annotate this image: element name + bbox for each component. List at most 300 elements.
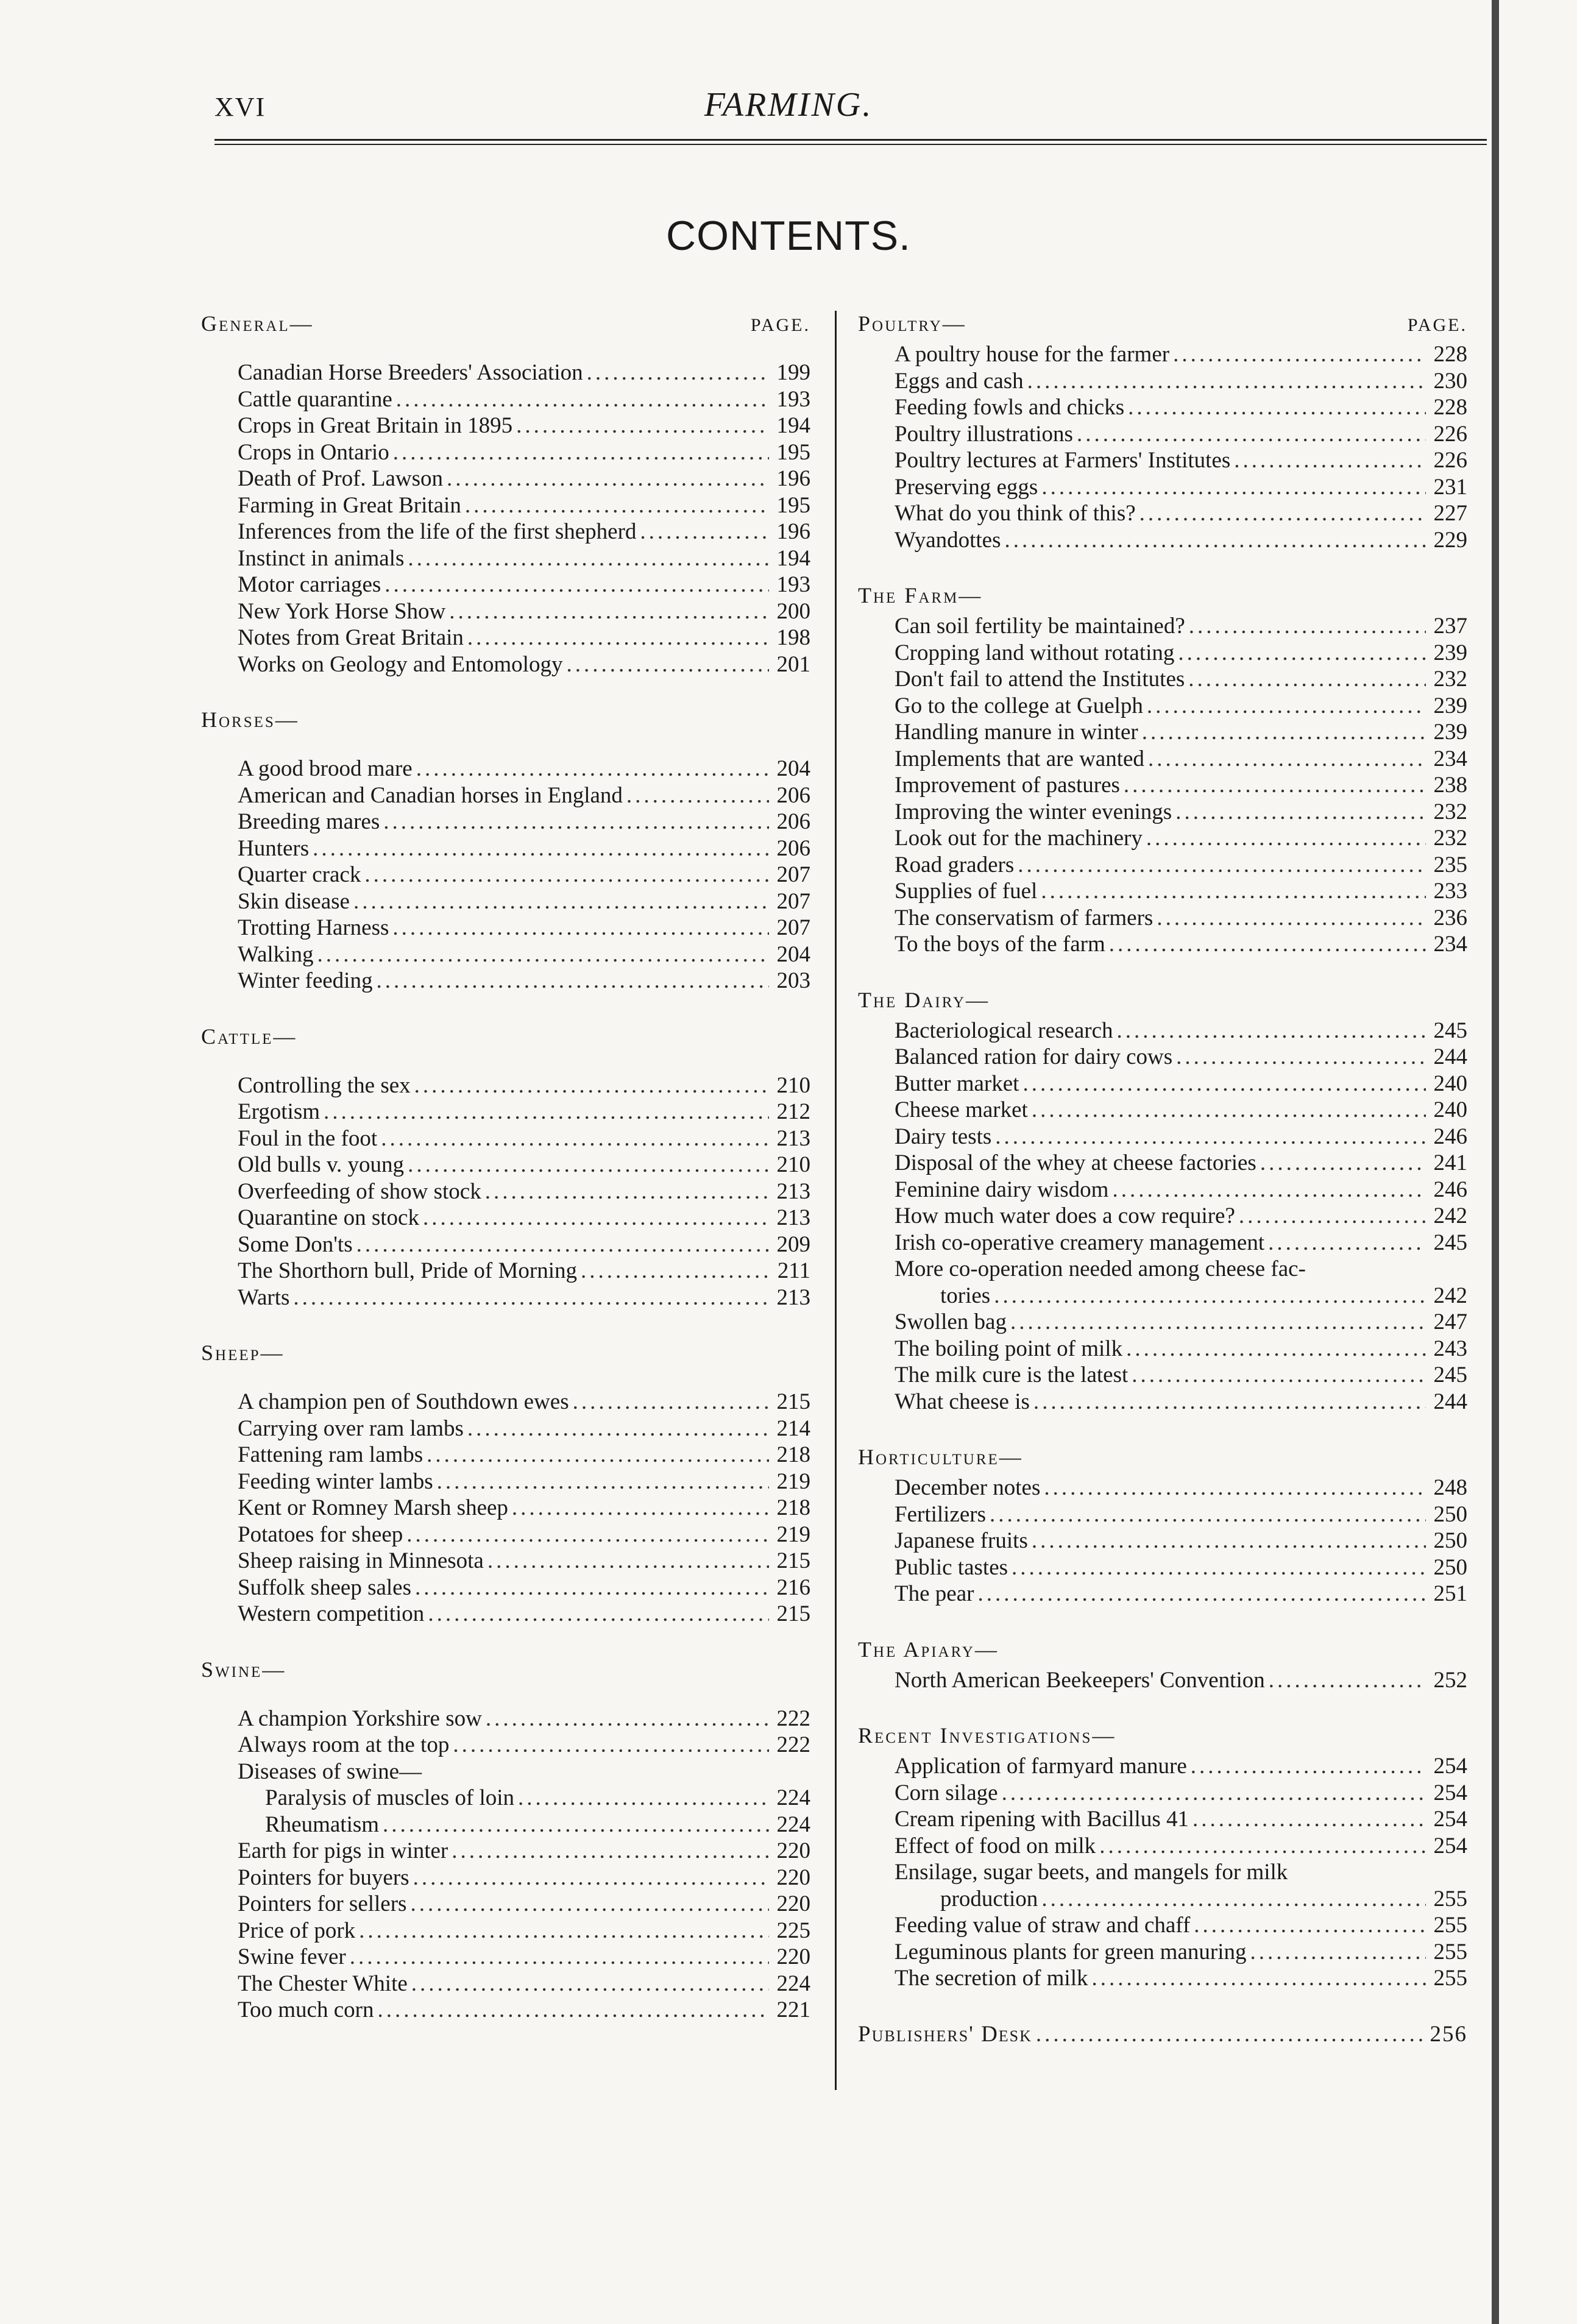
entry-title: Notes from Great Britain [238,625,464,650]
entry-page-number: 236 [1433,905,1467,930]
entry-page-number: 224 [776,1785,810,1810]
entry-page-number: 200 [776,598,810,624]
left-column [201,311,810,2053]
toc-entry [858,693,1467,720]
leader-dots [1018,852,1426,879]
toc-entry [201,1468,810,1495]
entry-page-number: 252 [1433,1667,1467,1693]
leader-dots [1012,1554,1426,1581]
leader-dots [1139,500,1426,527]
toc-entry [201,1732,810,1759]
entry-page-number: 216 [776,1575,810,1600]
toc-entry [201,1415,810,1442]
entry-page-number: 248 [1433,1475,1467,1500]
toc-entry [858,421,1467,448]
contents-heading: CONTENTS. [666,213,911,259]
entry-page-number: 250 [1433,1501,1467,1527]
leader-dots [1044,1475,1426,1501]
entry-page-number: 246 [1433,1177,1467,1202]
entry-page-number: 224 [776,1812,810,1837]
section-heading [858,1637,1467,1665]
toc-entry [858,852,1467,879]
entry-page-number: 219 [776,1522,810,1547]
leader-dots [1239,1203,1426,1230]
entry-page-number: 194 [776,545,810,571]
entry-title: Corn silage [895,1780,998,1805]
leader-dots [427,1442,769,1468]
leader-dots [406,1522,769,1548]
leader-dots [566,651,769,678]
entry-page-number: 215 [776,1548,810,1573]
entry-list [858,1753,1467,1992]
entry-page-number: 221 [776,1997,810,2022]
section-heading [858,987,1467,1015]
toc-entry [858,640,1467,667]
leader-dots [1188,666,1426,693]
section-horticulture [858,1444,1467,1607]
toc-entry [201,862,810,888]
toc-entry [858,1965,1467,1992]
entry-title: Canadian Horse Breeders' Association [238,360,583,385]
toc-entry [858,527,1467,554]
leader-dots [356,1231,769,1258]
entry-page-number: 240 [1433,1071,1467,1096]
right-column [858,311,1467,2077]
leader-dots [518,1785,769,1812]
toc-entry [201,835,810,862]
toc-entry [201,1442,810,1468]
leader-dots [1124,772,1426,799]
entry-page-number: 227 [1433,501,1467,526]
toc-entry [201,1944,810,1971]
entry-page-number: 237 [1433,614,1467,639]
entry-title: Public tastes [895,1554,1008,1580]
toc-entry [858,666,1467,693]
leader-dots [416,756,769,782]
entry-title: Effect of food on milk [895,1833,1096,1858]
entry-title: The Chester White [238,1971,408,1996]
toc-entry [858,931,1467,958]
entry-title: Winter feeding [238,968,373,993]
entry-title: Suffolk sheep sales [238,1575,411,1600]
leader-dots [1077,421,1426,448]
entry-title: Foul in the foot [238,1125,378,1151]
entry-page-number: 255 [1433,1886,1467,1911]
leader-dots [415,1575,769,1601]
leader-dots [1126,1336,1426,1362]
toc-entry [201,625,810,651]
toc-entry [858,1256,1467,1283]
toc-entry [201,1838,810,1865]
entry-page-number: 215 [776,1601,810,1626]
entry-title: Paralysis of muscles of loin [265,1785,515,1810]
entry-title: Dairy tests [895,1124,992,1149]
toc-entry [858,1018,1467,1044]
leader-dots [1128,394,1426,421]
leader-dots [1091,1965,1426,1992]
entry-title: Disposal of the whey at cheese factories [895,1150,1256,1175]
entry-page-number: 250 [1433,1528,1467,1553]
header-rule-thin [214,144,1487,145]
section-heading-text: Cattle— [201,1024,297,1049]
toc-entry [858,1230,1467,1256]
toc-entry [201,492,810,519]
entry-list [858,341,1467,553]
entry-title: Road graders [895,852,1015,877]
entry-title: tories [940,1283,991,1308]
toc-entry [201,1759,810,1785]
entry-page-number: 198 [776,625,810,650]
toc-entry [201,1601,810,1628]
toc-entry [201,1522,810,1548]
toc-entry [201,1125,810,1152]
entry-title: Crops in Great Britain in 1895 [238,413,513,438]
entry-page-number: 239 [1433,640,1467,665]
section-horses [201,707,810,994]
toc-entry [201,519,810,545]
toc-entry [858,1859,1467,1886]
entry-page-number: 255 [1433,1913,1467,1938]
toc-entry [858,1177,1467,1203]
toc-entry [858,905,1467,932]
toc-entry [201,1099,810,1125]
leader-dots [485,1178,769,1205]
section-heading-text: The Farm— [858,583,983,608]
leader-dots [359,1918,769,1944]
entry-page-number: 204 [776,756,810,781]
entry-title: Warts [238,1284,290,1310]
toc-entry [858,1071,1467,1097]
leader-dots [414,1072,769,1099]
toc-entry [858,1309,1467,1336]
entry-page-number: 215 [776,1389,810,1414]
toc-entry [201,782,810,809]
entry-title: production [940,1886,1038,1911]
entry-page-number: 218 [776,1442,810,1467]
leader-dots [1002,1780,1426,1807]
toc-entry [201,1495,810,1522]
toc-entry [858,2021,1467,2048]
section-the-apiary [858,1637,1467,1694]
entry-page-number: 244 [1433,1389,1467,1414]
leader-dots [383,1812,769,1838]
entry-title: New York Horse Show [238,598,446,624]
leader-dots [411,1971,769,1997]
page-column-label: PAGE. [1407,315,1467,335]
entry-title: Too much corn [238,1997,374,2022]
section-heading [201,1340,810,1368]
toc-entry [858,341,1467,368]
leader-dots [1027,368,1426,395]
toc-entry [858,1150,1467,1177]
toc-entry [858,1475,1467,1501]
toc-entry [858,1806,1467,1833]
toc-entry [201,386,810,413]
entry-title: Improving the winter evenings [895,799,1172,824]
section-heading-text: Horticulture— [858,1445,1023,1469]
entry-page-number: 212 [776,1099,810,1124]
entry-title: Poultry illustrations [895,421,1073,447]
leader-dots [317,941,769,968]
toc-entry [201,545,810,572]
entry-title: Overfeeding of show stock [238,1178,481,1204]
entry-title: The secretion of milk [895,1966,1088,1991]
leader-dots [977,1581,1426,1607]
entry-title: Eggs and cash [895,368,1024,394]
section-heading-text: Horses— [201,707,299,732]
toc-entry [201,1152,810,1178]
leader-dots [449,598,769,625]
entry-page-number: 254 [1433,1807,1467,1832]
entry-page-number: 207 [776,888,810,914]
section-heading [201,1657,810,1685]
entry-title: Feminine dairy wisdom [895,1177,1109,1202]
leader-dots [1022,1071,1426,1097]
leader-dots [640,519,769,545]
leader-dots [467,625,769,651]
leader-dots [1109,931,1426,958]
section-heading [201,1024,810,1052]
toc-entry [201,439,810,466]
entry-title: Go to the college at Guelph [895,693,1143,718]
entry-list [858,1018,1467,1415]
running-title: FARMING. [704,86,873,124]
entry-title: Ergotism [238,1099,320,1124]
leader-dots [1112,1177,1426,1203]
section-publishers-desk [858,2021,1467,2048]
toc-entry [201,1865,810,1891]
entry-title: Supplies of fuel [895,879,1038,904]
leader-dots [487,1548,769,1575]
leader-dots [447,466,769,492]
section-poultry [858,311,1467,553]
entry-page-number: 206 [776,835,810,861]
leader-dots [1269,1667,1426,1694]
leader-dots [396,386,769,413]
leader-dots [452,1838,769,1865]
section-heading [201,311,810,339]
toc-entry [858,1336,1467,1362]
toc-entry [201,1575,810,1601]
leader-dots [377,1997,769,2024]
entry-title: Skin disease [238,888,350,914]
entry-title: Balanced ration for dairy cows [895,1044,1173,1069]
entry-page-number: 256 [1430,2021,1467,2047]
page-column-label: PAGE. [750,315,810,335]
entry-page-number: 250 [1433,1554,1467,1580]
entry-list [201,1389,810,1628]
leader-dots [293,1284,769,1311]
entry-list [858,1475,1467,1607]
entry-title: Old bulls v. young [238,1152,405,1177]
toc-entry [858,447,1467,474]
toc-entry [201,572,810,598]
entry-title: Pointers for buyers [238,1865,409,1890]
leader-dots [385,572,769,598]
entry-page-number: 220 [776,1891,810,1916]
entry-page-number: 245 [1433,1230,1467,1255]
toc-entry [201,888,810,915]
entry-page-number: 255 [1433,1939,1467,1964]
leader-dots [1041,878,1426,905]
entry-title: Swollen bag [895,1309,1007,1334]
entry-page-number: 213 [776,1205,810,1230]
leader-dots [1250,1939,1426,1966]
entry-page-number: 213 [776,1178,810,1204]
leader-dots [994,1283,1426,1309]
entry-title: The pear [895,1581,974,1606]
entry-page-number: 194 [776,413,810,438]
toc-entry [858,613,1467,640]
toc-entry [201,1997,810,2024]
entry-title: American and Canadian horses in England [238,782,623,808]
section-heading-text: The Dairy— [858,987,990,1012]
entry-title: Poultry lectures at Farmers' Institutes [895,448,1231,473]
leader-dots [423,1205,769,1231]
entry-title: North American Beekeepers' Convention [895,1667,1265,1693]
entry-title: Can soil fertility be maintained? [895,614,1185,639]
leader-dots [1192,1806,1426,1833]
entry-page-number: 238 [1433,773,1467,798]
entry-title: Improvement of pastures [895,773,1120,798]
leader-dots [393,439,769,466]
entry-list [201,1072,810,1311]
toc-entry [858,1667,1467,1694]
toc-entry [201,1812,810,1838]
toc-entry [858,1780,1467,1807]
entry-list [201,756,810,994]
toc-entry [858,799,1467,826]
entry-page-number: 210 [776,1152,810,1177]
leader-dots [1099,1833,1426,1860]
leader-dots [364,862,769,888]
leader-dots [1234,447,1426,474]
toc-entry [201,1231,810,1258]
toc-entry [858,1283,1467,1309]
entry-page-number: 193 [776,572,810,597]
entry-title: Wyandottes [895,527,1001,553]
leader-dots [408,1152,769,1178]
entry-title: Trotting Harness [238,915,389,940]
entry-page-number: 193 [776,386,810,412]
toc-entry [858,1501,1467,1528]
section-heading-text: Swine— [201,1657,286,1682]
toc-entry [858,1389,1467,1415]
toc-entry [201,466,810,492]
toc-entry [201,1785,810,1812]
entry-page-number: 220 [776,1838,810,1863]
entry-page-number: 233 [1433,879,1467,904]
toc-entry [858,746,1467,773]
entry-title: Japanese fruits [895,1528,1028,1553]
leader-dots [313,835,769,862]
entry-title: Fertilizers [895,1501,987,1527]
leader-dots [1176,1044,1426,1071]
entry-title: The Shorthorn bull, Pride of Morning [238,1258,578,1283]
entry-title: Fattening ram lambs [238,1442,423,1467]
entry-title: Hunters [238,835,310,861]
leader-dots [486,1706,769,1732]
entry-list [201,360,810,678]
entry-title: Irish co-operative creamery management [895,1230,1265,1255]
column-divider [835,311,837,2090]
entry-page-number: 229 [1433,527,1467,553]
leader-dots [990,1501,1426,1528]
entry-title: Rheumatism [265,1812,380,1837]
entry-page-number: 241 [1433,1150,1467,1175]
toc-entry [201,1258,810,1284]
entry-page-number: 196 [776,466,810,491]
leader-dots [467,1415,769,1442]
entry-title: Kent or Romney Marsh sheep [238,1495,508,1520]
entry-title: Earth for pigs in winter [238,1838,448,1863]
toc-entry [858,1203,1467,1230]
entry-page-number: 232 [1433,667,1467,692]
entry-page-number: 231 [1433,474,1467,500]
section-the-dairy [858,987,1467,1415]
entry-page-number: 195 [776,439,810,465]
section-sheep [201,1340,810,1628]
entry-title: A poultry house for the farmer [895,342,1170,367]
leader-dots [1033,1389,1426,1415]
leader-dots [1173,341,1426,368]
entry-title: The milk cure is the latest [895,1362,1129,1387]
toc-entry [201,915,810,941]
entry-title: Western competition [238,1601,425,1626]
entry-page-number: 219 [776,1468,810,1494]
entry-title: Don't fail to attend the Institutes [895,667,1185,692]
entry-page-number: 245 [1433,1362,1467,1387]
section-swine [201,1657,810,2024]
leader-dots [1260,1150,1426,1177]
leader-dots [1189,613,1426,640]
entry-title: Inferences from the life of the first shepherd [238,519,637,544]
entry-page-number: 213 [776,1125,810,1151]
leader-dots [1041,1886,1426,1913]
entry-page-number: 199 [776,360,810,385]
entry-page-number: 254 [1433,1833,1467,1858]
toc-entry [858,1833,1467,1860]
leader-dots [1268,1230,1426,1256]
toc-entry [201,1389,810,1415]
entry-page-number: 243 [1433,1336,1467,1361]
leader-dots [381,1125,769,1152]
toc-entry [201,1706,810,1732]
leader-dots [1142,719,1426,746]
entry-title: What do you think of this? [895,501,1136,526]
leader-dots [413,1865,769,1891]
entry-page-number: 244 [1433,1044,1467,1069]
leader-dots [1191,1753,1426,1780]
entry-title: Preserving eggs [895,474,1038,500]
entry-title: Diseases of swine— [238,1759,422,1784]
leader-dots [353,888,769,915]
entry-title: Motor carriages [238,572,381,597]
toc-entry [201,968,810,994]
entry-title: The conservatism of farmers [895,905,1154,930]
entry-page-number: 234 [1433,746,1467,771]
leader-dots [453,1732,769,1759]
entry-page-number: 222 [776,1732,810,1757]
entry-page-number: 247 [1433,1309,1467,1334]
entry-title: Feeding winter lambs [238,1468,433,1494]
entry-title: Always room at the top [238,1732,450,1757]
section-heading [201,707,810,735]
entry-title: Works on Geology and Entomology [238,651,563,677]
section-heading [858,583,1467,611]
section-cattle [201,1024,810,1311]
toc-entry [201,1284,810,1311]
